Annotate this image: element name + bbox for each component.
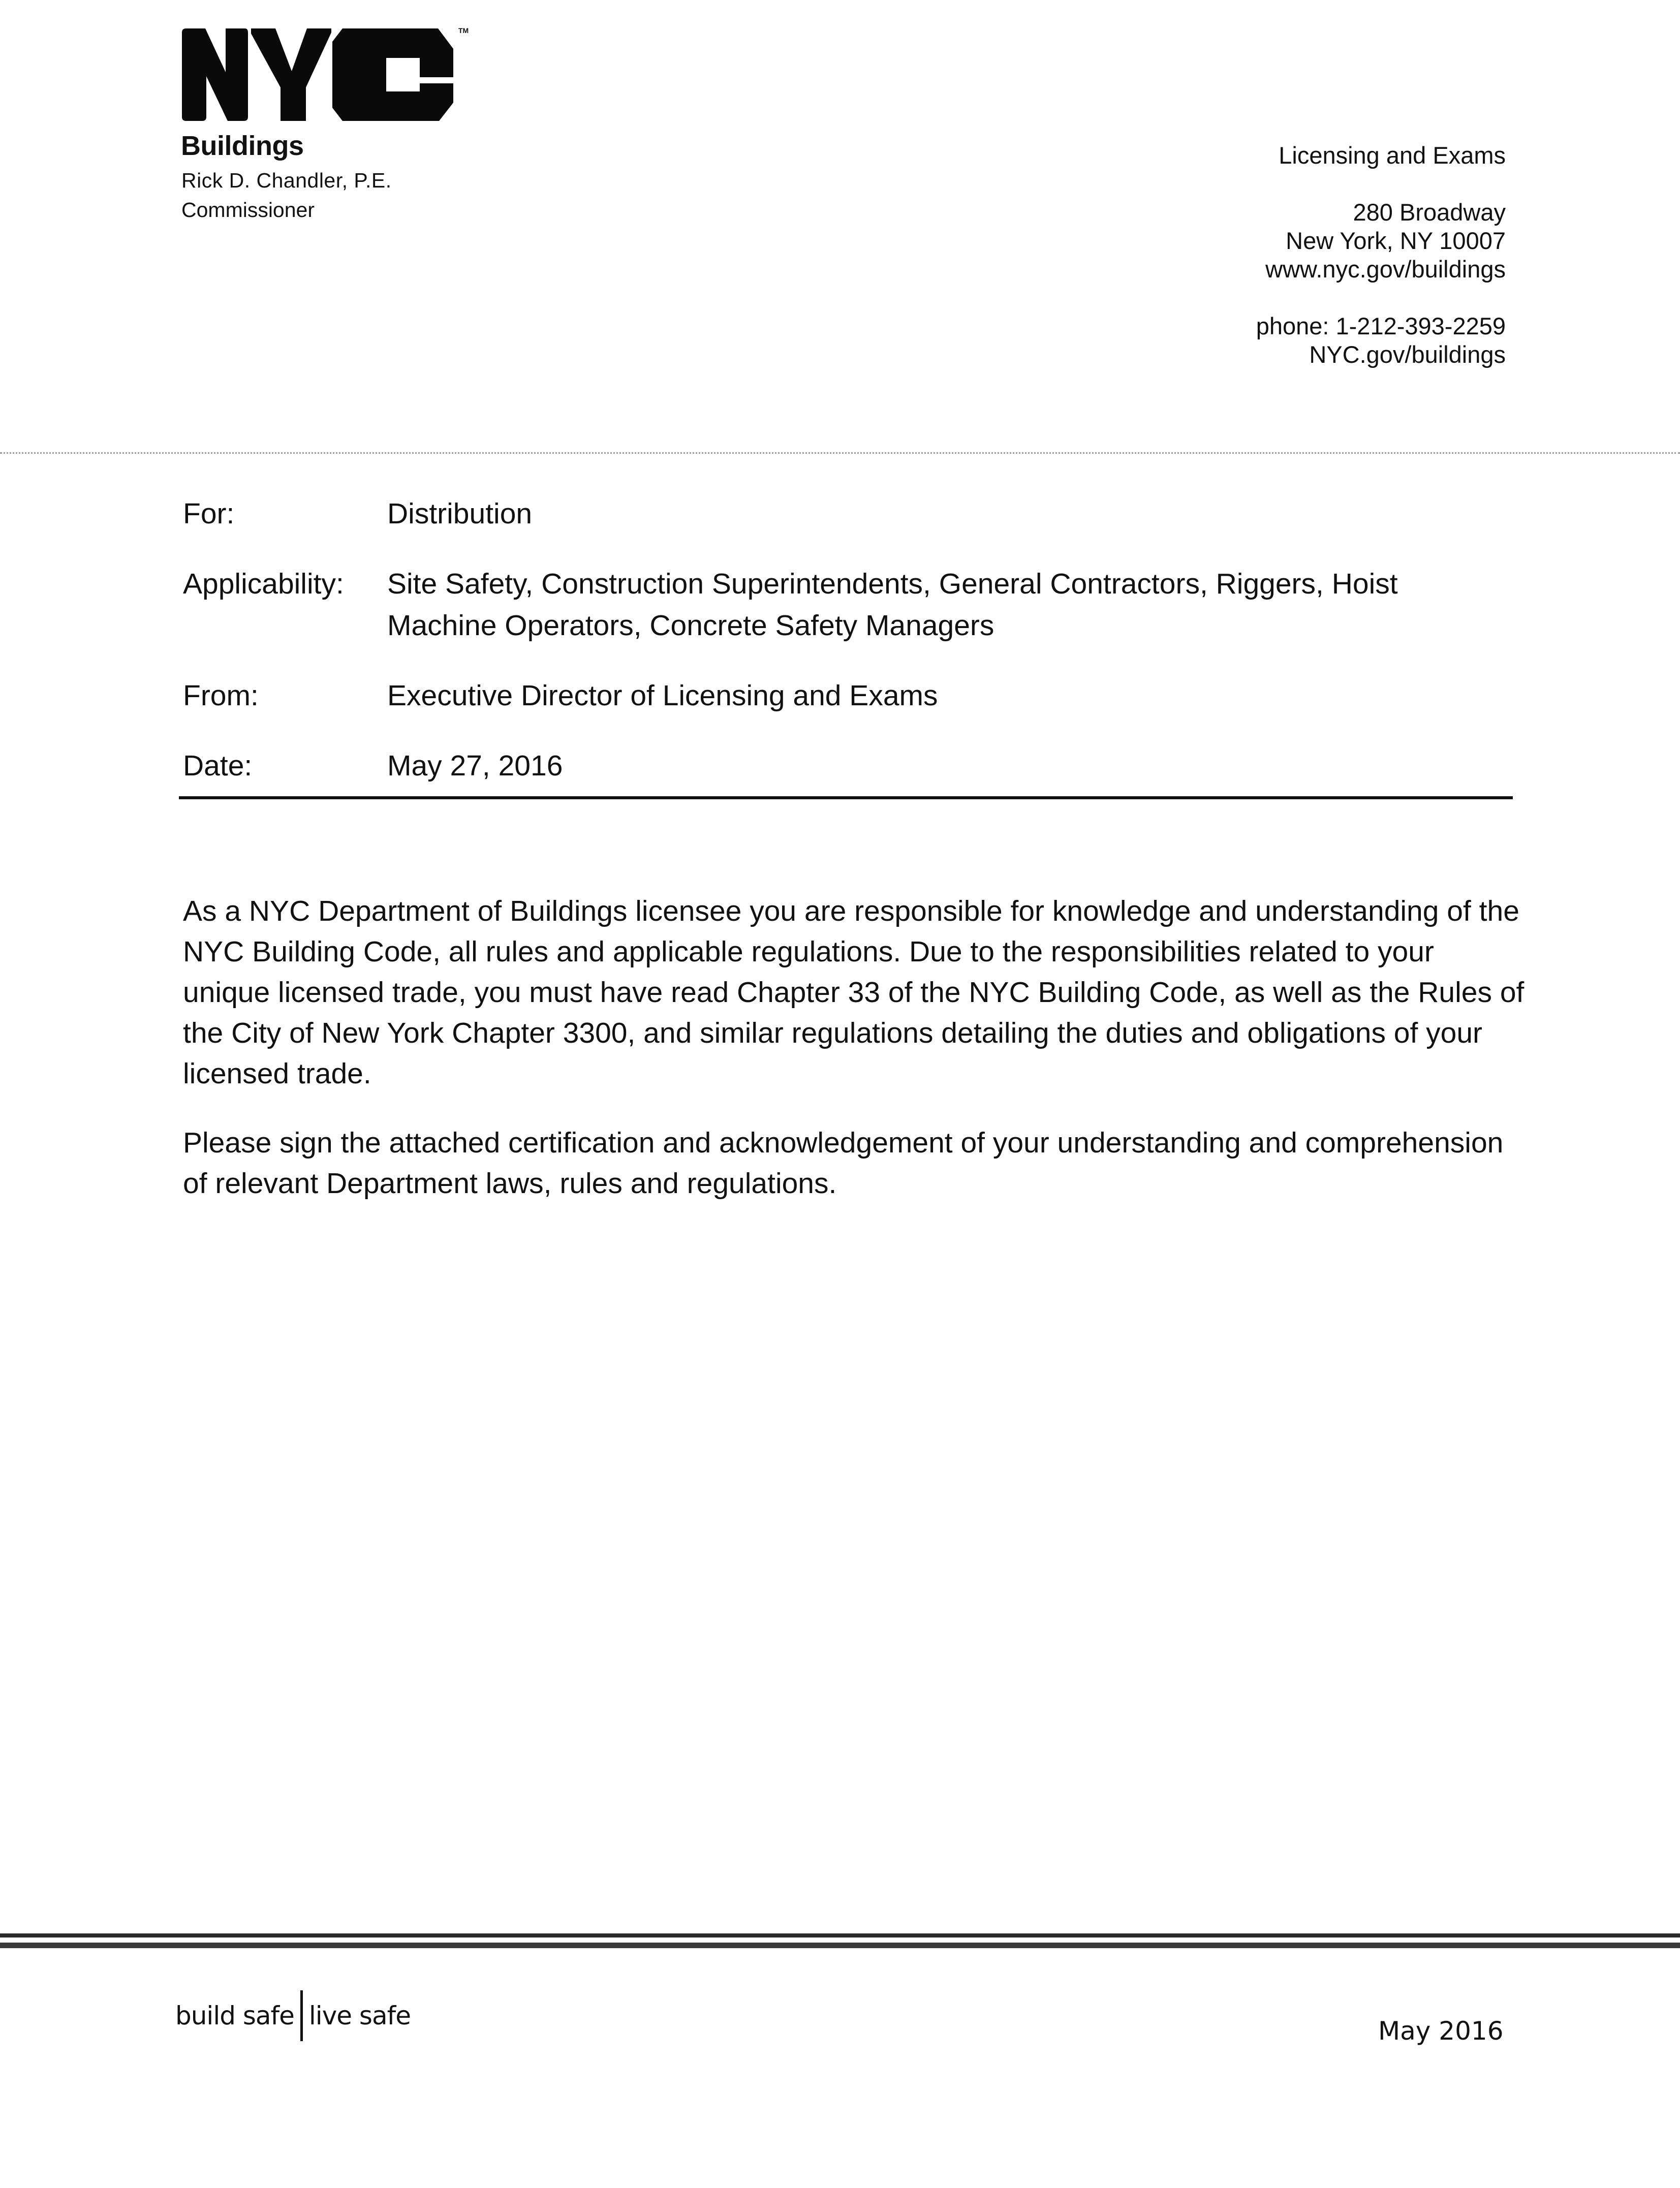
tagline-divider xyxy=(300,1990,303,2041)
memo-field-applicability xyxy=(183,563,1514,646)
body-paragraph: Please sign the attached certification and acknowledgement of your understanding and comprehension of relevant Department laws, rules and regulations. xyxy=(183,1127,1504,1200)
field-value: May 27, 2016 xyxy=(387,749,563,782)
address-line-2: New York, NY 10007 xyxy=(1286,227,1506,254)
tagline-right: live safe xyxy=(308,2001,411,2030)
website-short-link[interactable]: NYC.gov/buildings xyxy=(1309,341,1506,368)
memo-body xyxy=(183,891,1525,1232)
department-name: Buildings xyxy=(181,131,304,161)
nyc-logo-letter-y xyxy=(251,28,331,121)
nyc-logo-letter-c xyxy=(332,28,453,121)
office-name: Licensing and Exams xyxy=(1279,142,1506,169)
header-divider xyxy=(0,452,1680,454)
field-label: Date: xyxy=(183,749,253,782)
body-paragraph: As a NYC Department of Buildings licensee you are responsible for knowledge and understanding of the NYC Building Code, all rules and applicable regulations. Due to the responsibilities related to your unique licensed trade, you must have read Chapter 33 of the NYC Building Code, as well as the Rules of the City of New York Chapter 3300, and similar regulations detailing the duties and obligations of your licensed trade. xyxy=(183,895,1525,1090)
memo-header-rule xyxy=(179,796,1513,799)
footer-tagline xyxy=(175,1988,411,2044)
field-value: Executive Director of Licensing and Exams xyxy=(387,679,938,712)
memo-fields xyxy=(183,493,1514,787)
field-label: From: xyxy=(183,679,259,712)
memo-field-date xyxy=(183,745,1514,787)
field-value: Distribution xyxy=(387,497,533,530)
commissioner-name: Rick D. Chandler, P.E. xyxy=(181,169,392,192)
commissioner-title: Commissioner xyxy=(181,198,315,222)
nyc-logo-letter-n xyxy=(182,28,248,121)
website-link[interactable]: www.nyc.gov/buildings xyxy=(1265,256,1506,283)
tagline-left: build safe xyxy=(175,2001,294,2030)
trademark-mark: TM xyxy=(458,26,469,35)
footer-rule-top xyxy=(0,1933,1680,1937)
phone-number: phone: 1-212-393-2259 xyxy=(1256,312,1506,339)
field-label: For: xyxy=(183,497,235,530)
footer-date: May 2016 xyxy=(1378,2016,1504,2046)
address-line-1: 280 Broadway xyxy=(1353,199,1506,226)
field-value: Site Safety, Construction Superintendents, General Contractors, Riggers, Hoist Machine Operators, Concrete Safety Managers xyxy=(387,568,1398,642)
memo-field-for xyxy=(183,493,1514,535)
nyc-logo xyxy=(179,26,458,123)
memo-field-from xyxy=(183,675,1514,716)
field-label: Applicability: xyxy=(183,568,344,600)
office-contact-block xyxy=(1256,141,1506,369)
footer-rule-bottom xyxy=(0,1943,1680,1948)
